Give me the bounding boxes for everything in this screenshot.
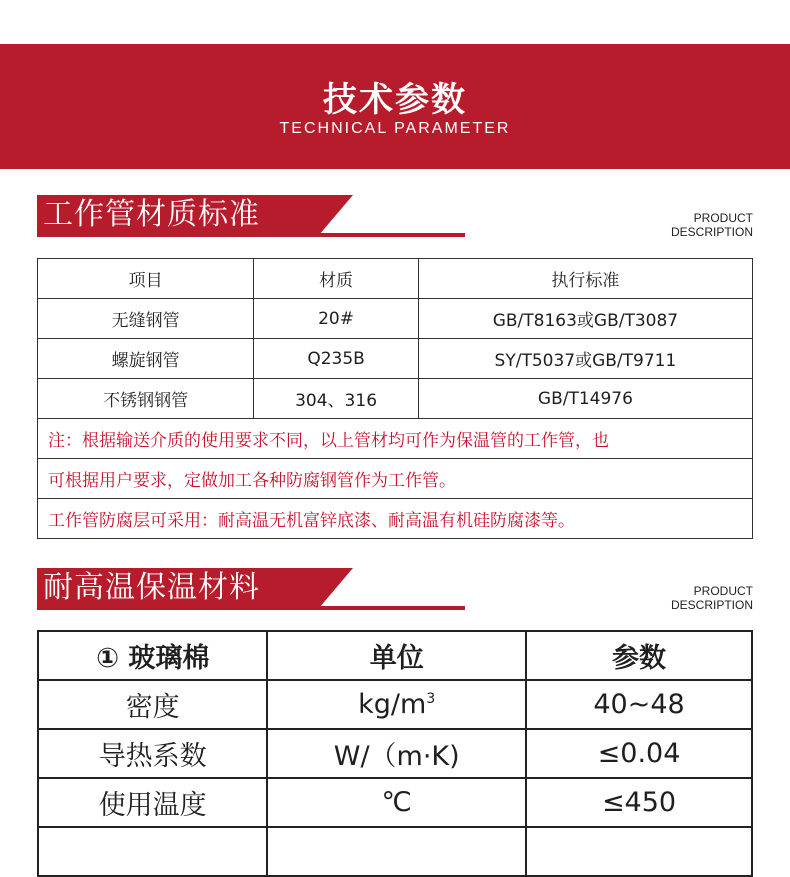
table-cell: ≤450: [526, 778, 752, 827]
table-header-cell: 单位: [267, 631, 526, 680]
table-header-cell: ① 玻璃棉: [38, 631, 267, 680]
table-note-row: [38, 419, 753, 459]
table-note-row: [38, 459, 753, 499]
table-header-cell: 项目: [38, 259, 254, 299]
page-subtitle: TECHNICAL PARAMETER: [279, 120, 511, 137]
header-banner: [0, 44, 790, 169]
section-description-label: PRODUCT DESCRIPTION: [670, 584, 753, 612]
table-cell: 使用温度: [38, 778, 267, 827]
section-title-material-standard: [37, 195, 753, 241]
table-header-cell: 参数: [526, 631, 752, 680]
table-cell: 304、316: [254, 379, 419, 419]
glass-wool-parameter-table: [37, 630, 753, 877]
table-row: [38, 827, 752, 876]
table-note: 工作管防腐层可采用：耐高温无机富锌底漆、耐高温有机硅防腐漆等。: [38, 499, 753, 539]
table-row: [38, 778, 752, 827]
table-cell: 40~48: [526, 680, 752, 729]
section-title-underline: [37, 233, 465, 237]
table-header-row: [38, 631, 752, 680]
table-cell: 20#: [254, 299, 419, 339]
table-header-cell: 执行标准: [418, 259, 752, 299]
table-cell: $kg/m^3$: [267, 680, 526, 729]
table-note: 可根据用户要求，定做加工各种防腐钢管作为工作管。: [38, 459, 753, 499]
table-cell: [526, 827, 752, 876]
section-title-label: 工作管材质标准: [37, 195, 319, 235]
table-header-row: [38, 259, 753, 299]
page-title: 技术参数: [323, 80, 467, 120]
table-row: [38, 680, 752, 729]
section-title-arrow: [319, 568, 353, 608]
table-cell: 无缝钢管: [38, 299, 254, 339]
table-cell: W/（m·K): [267, 729, 526, 778]
section-title-insulation-material: [37, 568, 753, 614]
table-cell: Q235B: [254, 339, 419, 379]
table-cell: ≤0.04: [526, 729, 752, 778]
table-row: [38, 299, 753, 339]
table-row: [38, 729, 752, 778]
table-cell: ℃: [267, 778, 526, 827]
section-title-label: 耐高温保温材料: [37, 568, 319, 608]
section-title-arrow: [319, 195, 353, 235]
table-cell: SY/T5037或GB/T9711: [418, 339, 752, 379]
table-note-row: [38, 499, 753, 539]
table-cell: GB/T14976: [418, 379, 752, 419]
section-title-underline: [37, 606, 465, 610]
table-cell: 不锈钢钢管: [38, 379, 254, 419]
material-standard-table: [37, 258, 753, 539]
table-cell: GB/T8163或GB/T3087: [418, 299, 752, 339]
table-cell: 导热系数: [38, 729, 267, 778]
table-row: [38, 379, 753, 419]
table-header-cell: 材质: [254, 259, 419, 299]
table-cell: [267, 827, 526, 876]
table-note: 注：根据输送介质的使用要求不同，以上管材均可作为保温管的工作管，也: [38, 419, 753, 459]
table-cell: 螺旋钢管: [38, 339, 254, 379]
table-cell: [38, 827, 267, 876]
section-description-label: PRODUCT DESCRIPTION: [670, 211, 753, 239]
table-row: [38, 339, 753, 379]
table-cell: 密度: [38, 680, 267, 729]
